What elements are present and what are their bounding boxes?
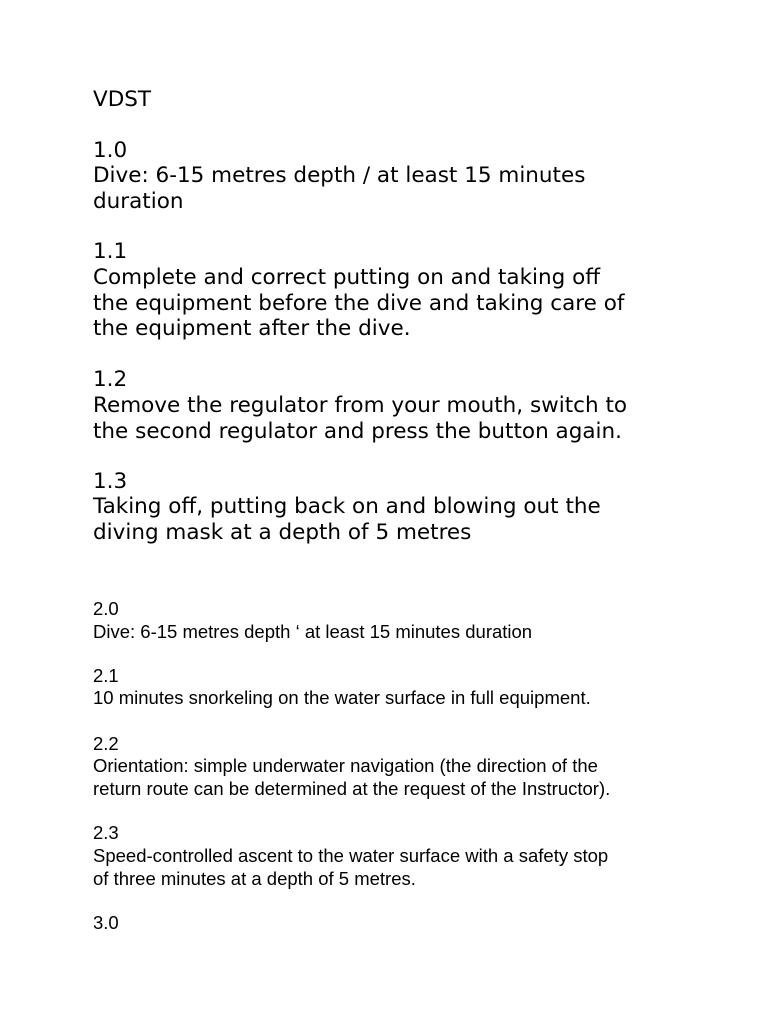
item-1-2-text: Remove the regulator from your mouth, switch to the second regulator and press the button again.	[93, 393, 628, 444]
item-2-0-number: 2.0	[93, 598, 119, 619]
item-1-3-number: 1.3	[93, 469, 128, 494]
item-2-0-text: Dive: 6-15 metres depth ‘ at least 15 minutes duration	[93, 621, 533, 642]
item-2-3-text: Speed-controlled ascent to the water surface with a safety stop of three minutes at a depth of 5 metres.	[93, 845, 609, 889]
item-2-3-number: 2.3	[93, 822, 119, 843]
item-1-1-text: Complete and correct putting on and taking off the equipment before the dive and taking care of the equipment after the dive.	[93, 265, 625, 341]
item-1-3-text: Taking off, putting back on and blowing out the diving mask at a depth of 5 metres	[93, 494, 601, 545]
item-2-1-text: 10 minutes snorkeling on the water surface in full equipment.	[93, 687, 591, 708]
item-3-0-number: 3.0	[93, 912, 119, 933]
item-2-2-text: Orientation: simple underwater navigation (the direction of the return route can be determined at the request of the Instructor).	[93, 755, 611, 799]
document-title: VDST	[93, 87, 152, 112]
item-2-1-number: 2.1	[93, 665, 119, 686]
item-1-0-text: Dive: 6-15 metres depth / at least 15 minutes duration	[93, 163, 586, 214]
item-1-1-number: 1.1	[93, 239, 128, 264]
item-2-2-number: 2.2	[93, 733, 119, 754]
item-1-2-number: 1.2	[93, 367, 128, 392]
item-1-0-number: 1.0	[93, 138, 128, 163]
